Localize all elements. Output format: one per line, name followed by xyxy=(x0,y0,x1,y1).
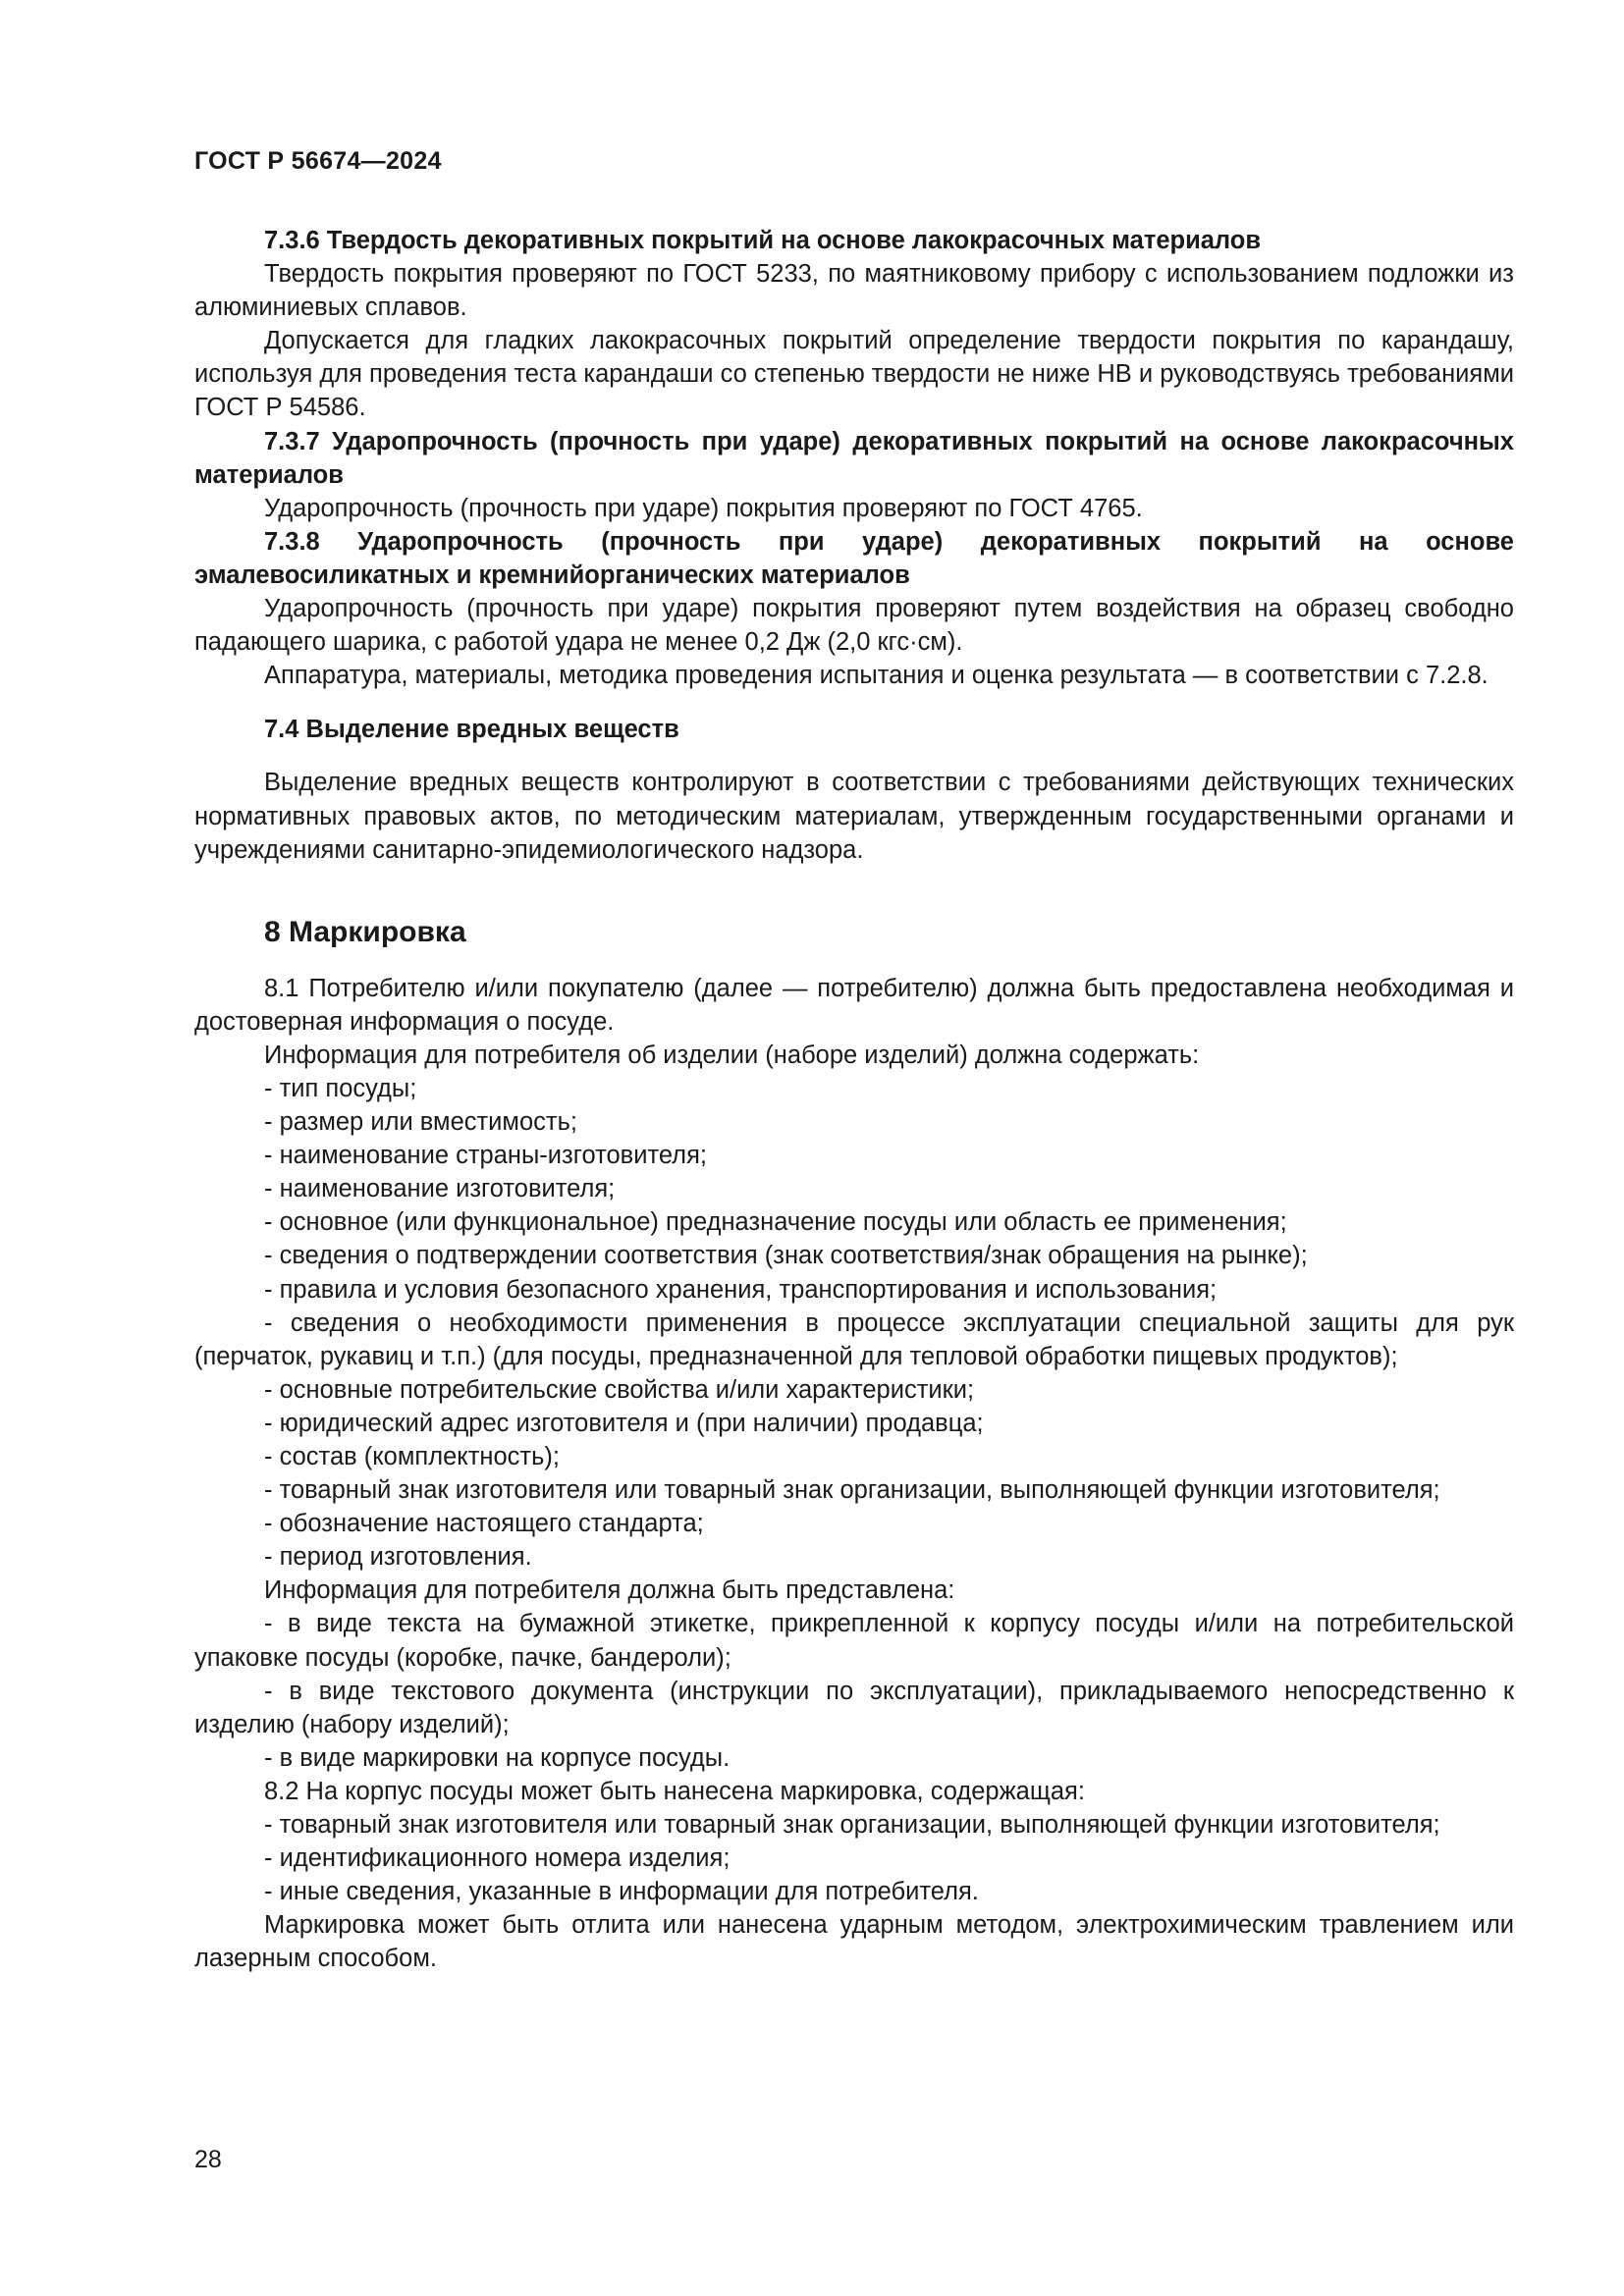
paragraph: Ударопрочность (прочность при ударе) покрытия проверяют по ГОСТ 4765. xyxy=(264,494,1143,522)
list-item: - обозначение настоящего стандарта; xyxy=(264,1510,704,1538)
section-7-3-6-title: 7.3.6 Твердость декоративных покрытий на основе лакокрасочных материалов xyxy=(264,227,1262,254)
list-item: - наименование страны-изготовителя; xyxy=(264,1142,707,1170)
list-item: - сведения о подтверждении соответствия (знак соответствия/знак обращения на рынке); xyxy=(264,1242,1308,1270)
list-item: - идентификационного номера изделия; xyxy=(264,1844,731,1873)
list-item: - товарный знак изготовителя или товарный знак организации, выполняющей функции изготовителя; xyxy=(264,1811,1440,1840)
paragraph: Твердость покрытия проверяют по ГОСТ 5233, по маятниковому прибору с использованием подложки из алюминиевых сплавов. xyxy=(194,260,1514,322)
list-item: - товарный знак изготовителя или товарный знак организации, выполняющей функции изготовителя; xyxy=(264,1476,1440,1505)
list-item: - сведения о необходимости применения в процессе эксплуатации специальной защиты для рук (перчаток, рукавиц и т.п.) (для посуды, предназначенной для тепловой обработки пищевых продуктов); xyxy=(194,1308,1514,1370)
paragraph-8-1: 8.1 Потребителю и/или покупателю (далее — потребителю) должна быть предоставлена необходимая и достоверная информация о посуде. xyxy=(194,974,1514,1036)
paragraph: Допускается для гладких лакокрасочных покрытий определение твердости покрытия по карандашу, используя для проведения теста карандаши со степенью твердости не ниже НВ и руководствуясь требованиями ГОСТ Р 54586. xyxy=(194,327,1514,422)
list-item: - наименование изготовителя; xyxy=(264,1175,616,1203)
section-8-heading: 8 Маркировка xyxy=(264,915,466,948)
paragraph: Выделение вредных веществ контролируют в соответствии с требованиями действующих технических нормативных правовых актов, по методическим материалам, утвержденным государственными органами и учреждениями санитарно-эпидемиологического надзора. xyxy=(194,769,1514,864)
section-7-3-7-title: 7.3.7 Ударопрочность (прочность при ударе) декоративных покрытий на основе лакокрасочных материалов xyxy=(194,427,1514,489)
list-item: - в виде текста на бумажной этикетке, прикрепленной к корпусу посуды и/или на потребительской упаковке посуды (коробке, пачке, бандероли); xyxy=(194,1610,1514,1672)
document-body xyxy=(194,224,1514,1976)
list-item: - юридический адрес изготовителя и (при наличии) продавца; xyxy=(264,1409,984,1437)
list-item: - основное (или функциональное) предназначение посуды или область ее применения; xyxy=(264,1208,1287,1237)
page-number: 28 xyxy=(194,2146,222,2173)
list-item: - правила и условия безопасного хранения, транспортирования и использования; xyxy=(264,1275,1218,1304)
list-item: - тип посуды; xyxy=(264,1074,417,1102)
paragraph-8-2: 8.2 На корпус посуды может быть нанесена маркировка, содержащая: xyxy=(264,1777,1085,1805)
section-7-3-8-title: 7.3.8 Ударопрочность (прочность при ударе) декоративных покрытий на основе эмалевосиликатных и кремнийорганических материалов xyxy=(194,527,1514,589)
section-7-4-title: 7.4 Выделение вредных веществ xyxy=(264,716,679,744)
list-item: - в виде текстового документа (инструкции по эксплуатации), прикладываемого непосредственно к изделию (набору изделий); xyxy=(194,1677,1514,1738)
document-header: ГОСТ Р 56674—2024 xyxy=(194,147,442,175)
list-item: - состав (комплектность); xyxy=(264,1443,560,1470)
paragraph-final: Маркировка может быть отлита или нанесена ударным методом, электрохимическим травлением или лазерным способом. xyxy=(194,1911,1514,1973)
list-item: - период изготовления. xyxy=(264,1543,532,1572)
list-item: - основные потребительские свойства и/или характеристики; xyxy=(264,1375,975,1404)
list-item: - иные сведения, указанные в информации для потребителя. xyxy=(264,1878,979,1906)
list-item: - размер или вместимость; xyxy=(264,1108,577,1137)
list-item: - в виде маркировки на корпусе посуды. xyxy=(264,1743,731,1772)
info-intro: Информация для потребителя об изделии (наборе изделий) должна содержать: xyxy=(264,1041,1200,1069)
paragraph: Ударопрочность (прочность при ударе) покрытия проверяют путем воздействия на образец свободно падающего шарика, с работой удара не менее 0,2 Дж (2,0 кгс·см). xyxy=(194,595,1514,657)
present-intro: Информация для потребителя должна быть представлена: xyxy=(264,1576,955,1605)
paragraph: Аппаратура, материалы, методика проведения испытания и оценка результата — в соответствии с 7.2.8. xyxy=(264,662,1489,690)
